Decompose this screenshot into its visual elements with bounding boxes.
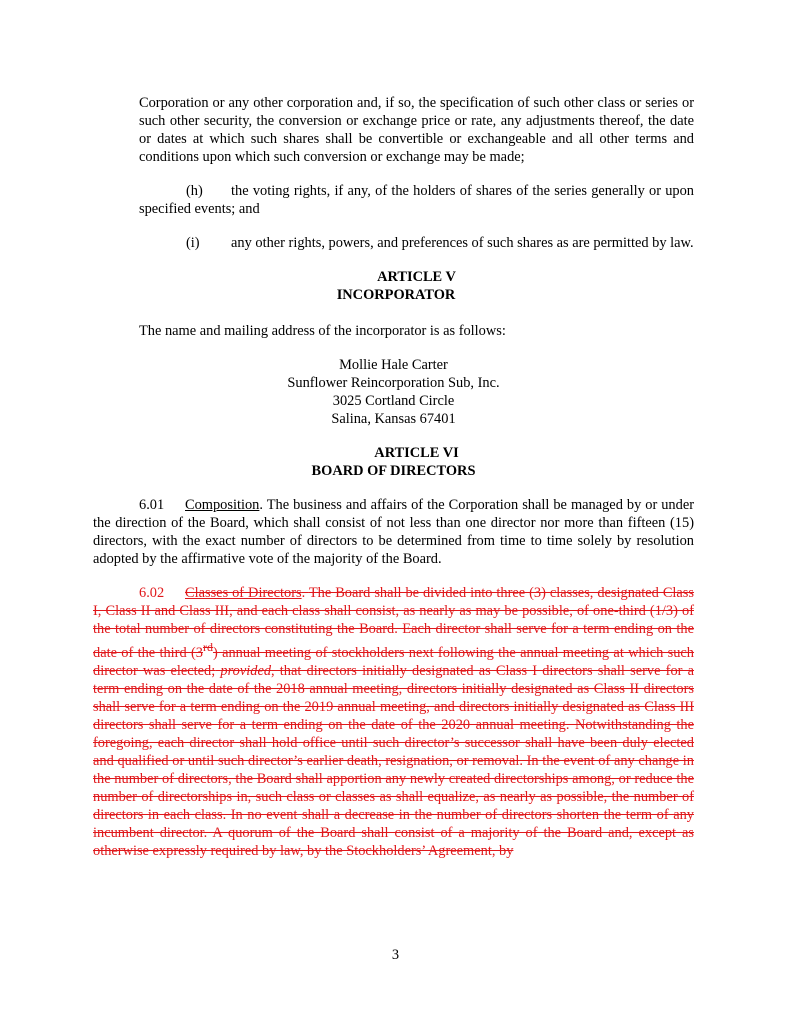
section-6-02-number: 6.02 (139, 585, 165, 601)
article-vi-title: BOARD OF DIRECTORS (311, 463, 476, 479)
incorporator-company: Sunflower Reincorporation Sub, Inc. (287, 375, 500, 391)
item-h (93, 182, 694, 218)
section-6-02-superscript: rd (202, 640, 213, 654)
page-number: 3 (391, 947, 400, 963)
section-6-02-text-2: ) annual meeting of stockholders next following the annual meeting at which such director was elected; (93, 644, 695, 679)
item-i-text: any other rights, powers, and preferences of such shares as are permitted by law. (231, 235, 694, 251)
article-v-number: ARTICLE V (377, 269, 456, 285)
section-6-01-heading: Composition (185, 497, 260, 513)
incorporator-city: Salina, Kansas 67401 (331, 411, 456, 427)
item-h-text: the voting rights, if any, of the holders of shares of the series generally or upon specified events; and (139, 183, 694, 217)
incorporator-name: Mollie Hale Carter (339, 357, 448, 373)
section-6-02-text-1: The Board shall be divided into three (3) classes, designated Class I, Class II and Class III, and each class shall consist, as nearly as may be possible, of one-third (1/3) of the total number of directors constituting the Board. Each director shall serve for a term ending on the date of the third (3 (93, 585, 695, 661)
section-6-02-italic: provided (220, 662, 272, 679)
section-6-01-number: 6.01 (139, 497, 165, 513)
section-6-01-text: The business and affairs of the Corporation shall be managed by or under the direction of the Board, which shall consist of not less than one director nor more than fifteen (15) directors, with the exact number of directors to be determined from time to time solely by resolution adopted by the affirmative vote of the majority of the Board. (93, 497, 695, 567)
section-6-02-heading: Classes of Directors (185, 585, 302, 601)
section-6-02-text-3: , that directors initially designated as Class I directors shall serve for a term ending on the date of the 2018 annual meeting, directors initially designated as Class II directors shall serve for a term ending on the 2019 annual meeting, and directors initially designated as Class III directors shall serve for a term ending on the date of the 2020 annual meeting. Notwithstanding the foregoing, each director shall hold office until such director’s successor shall have been duly elected and qualified or until such director’s earlier death, resignation, or removal. In the event of any change in the number of directors, the Board shall apportion any newly created directorships among, or reduce the number of directorships in, such class or classes as shall equalize, as nearly as possible, the number of directors in each class. In no event shall a decrease in the number of directors shorten the term of any incumbent director. A quorum of the Board shall consist of a majority of the Board and, except as otherwise expressly required by law, by the Stockholders’ Agreement, by (93, 662, 694, 859)
article-v-title: INCORPORATOR (336, 287, 456, 303)
incorporator-address (93, 356, 694, 428)
document-page (93, 94, 694, 860)
section-6-01: 6.01 Composition. The business and affairs of the Corporation shall be managed by or under the direction of the Board, which shall consist of not less than one director nor more than fifteen (15) directors, with the exact number of directors to be determined from time to time solely by resolution adopted by the affirmative vote of the majority of the Board. (93, 497, 695, 567)
intro-paragraph: Corporation or any other corporation and, if so, the specification of such other class or series or such other security, the conversion or exchange price or rate, any adjustments thereof, the date or dates at which such shares shall be convertible or exchangeable and all other terms and conditions upon which such conversion or exchange may be made; (139, 95, 694, 165)
section-6-02-deleted: 6.02 Classes of Directors. The Board shall be divided into three (3) classes, designated Class I, Class II and Class III, and each class shall consist, as nearly as may be possible, of one-third (1/3) of the total number of directors constituting the Board. Each director shall serve for a term ending on the date of the third (3rd) annual meeting of stockholders next following the annual meeting at which such director was elected; provided, that directors initially designated as Class I directors shall serve for a term ending on the date of the 2018 annual meeting, directors initially designated as Class II directors shall serve for a term ending on the 2019 annual meeting, and directors initially designated as Class III directors shall serve for a term ending on the date of the 2020 annual meeting. Notwithstanding the foregoing, each director shall hold office until such director’s successor shall have been duly elected and qualified or until such director’s earlier death, resignation, or removal. In the event of any change in the number of directors, the Board shall apportion any newly created directorships among, or reduce the number of directorships in, such class or classes as shall equalize, as nearly as possible, the number of directors in each class. In no event shall a decrease in the number of directors shorten the term of any incumbent director. A quorum of the Board shall consist of a majority of the Board and, except as otherwise expressly required by law, by the Stockholders’ Agreement, by (93, 585, 695, 859)
article-vi-number: ARTICLE VI (374, 445, 459, 461)
article-v-intro: The name and mailing address of the incorporator is as follows: (139, 323, 506, 339)
item-i-label: (i) (186, 235, 200, 251)
incorporator-street: 3025 Cortland Circle (332, 393, 455, 409)
item-h-label: (h) (186, 183, 203, 199)
item-i (93, 234, 694, 252)
